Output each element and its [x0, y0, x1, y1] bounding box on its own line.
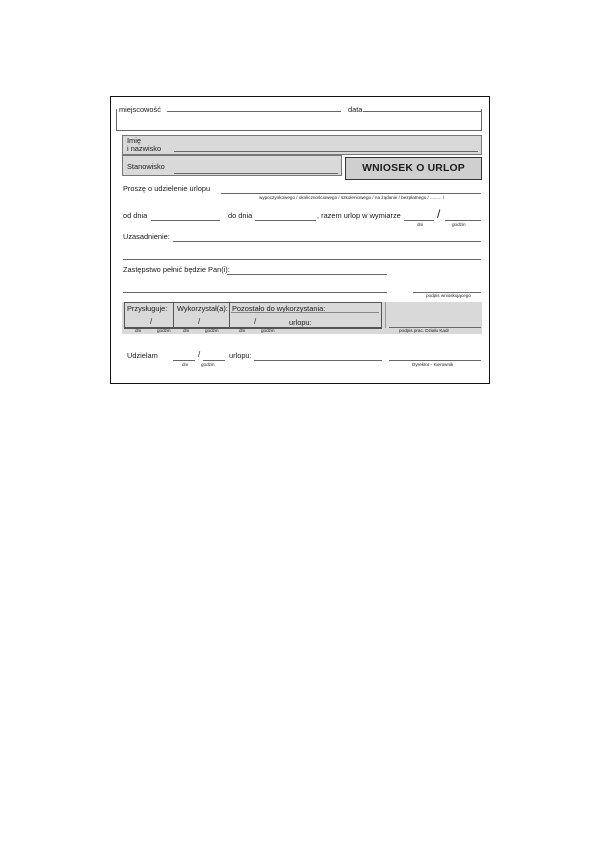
hr-entitled-days-hint: dni [135, 328, 142, 333]
hr-col-divider-1 [173, 302, 174, 328]
grant-label: Udzielam [127, 351, 158, 360]
days-hours-separator: / [437, 207, 441, 221]
grant-days-hint: dni [182, 362, 189, 367]
hr-remaining-separator: / [254, 317, 257, 326]
name-label-line2: i nazwisko [127, 144, 162, 153]
place-line [167, 111, 341, 112]
hr-remaining-hours-hint: godzin [261, 328, 275, 333]
name-field-line[interactable] [174, 151, 478, 152]
from-date-label: od dnia [123, 211, 148, 220]
hr-entitled-separator: / [150, 317, 153, 326]
hr-col-divider-3 [385, 302, 386, 328]
substitute-line-1[interactable] [227, 274, 387, 275]
place-date-box [116, 109, 482, 131]
grant-hours-line[interactable] [203, 360, 225, 361]
request-label: Proszę o udzielenie urlopu [123, 184, 211, 193]
leave-request-form [110, 96, 490, 384]
hr-remaining-label: Pozostało do wykorzystania: [232, 304, 326, 313]
applicant-signature-hint: podpis wnioskującego [426, 293, 471, 298]
title-box [345, 157, 482, 180]
hr-col-divider-2 [229, 302, 230, 328]
hours-hint: godzin [452, 222, 466, 227]
place-label: miejscowość [119, 105, 161, 114]
from-date-line[interactable] [151, 220, 220, 221]
days-line[interactable] [404, 220, 434, 221]
hr-used-label: Wykorzystał(a): [177, 304, 228, 313]
request-type-line[interactable] [221, 193, 481, 194]
position-field-line[interactable] [174, 173, 338, 174]
justification-label: Uzasadnienie: [123, 232, 170, 241]
grant-separator: / [198, 350, 201, 359]
hr-leave-label: urlopu: [289, 318, 312, 327]
to-date-label: do dnia [228, 211, 253, 220]
substitute-label: Zastępstwo pełnić będzie Pan(i): [123, 265, 230, 274]
hours-line[interactable] [445, 220, 481, 221]
date-label: data [348, 105, 363, 114]
hr-signature-hint: podpis prac. Działu Kadr [399, 328, 450, 333]
days-hint: dni [417, 222, 424, 227]
hr-entitled-hours-hint: godzin [157, 328, 171, 333]
hr-used-days-hint: dni [183, 328, 190, 333]
to-date-line[interactable] [255, 220, 316, 221]
grant-hours-hint: godzin [201, 362, 215, 367]
date-line [363, 111, 481, 112]
position-label: Stanowisko [127, 162, 165, 171]
justification-line-2[interactable] [123, 259, 481, 260]
name-box [122, 135, 482, 155]
grant-leave-label: urlopu: [229, 351, 252, 360]
hr-remaining-line [231, 312, 379, 313]
grant-days-line[interactable] [173, 360, 195, 361]
justification-line-1[interactable] [173, 241, 481, 242]
hr-used-hours-hint: godzin [205, 328, 219, 333]
director-signature-line[interactable] [389, 360, 481, 361]
form-title: WNIOSEK O URLOP [362, 163, 465, 174]
leave-amount-label: , razem urlop w wymiarze [317, 211, 401, 220]
director-hint: Dyrektor - Kierownik [412, 362, 454, 367]
hr-used-separator: / [198, 317, 201, 326]
name-label-line1: Imię [127, 136, 141, 145]
substitute-line-2[interactable] [123, 292, 387, 293]
grant-leave-line[interactable] [254, 360, 382, 361]
request-types-hint: wypoczynkowego / okolicznościowego / szkoleniowego / na żądanie / bezpłatnego / ......... / [259, 195, 445, 200]
hr-remaining-days-hint: dni [239, 328, 246, 333]
hr-entitled-label: Przysługuje: [127, 304, 168, 313]
